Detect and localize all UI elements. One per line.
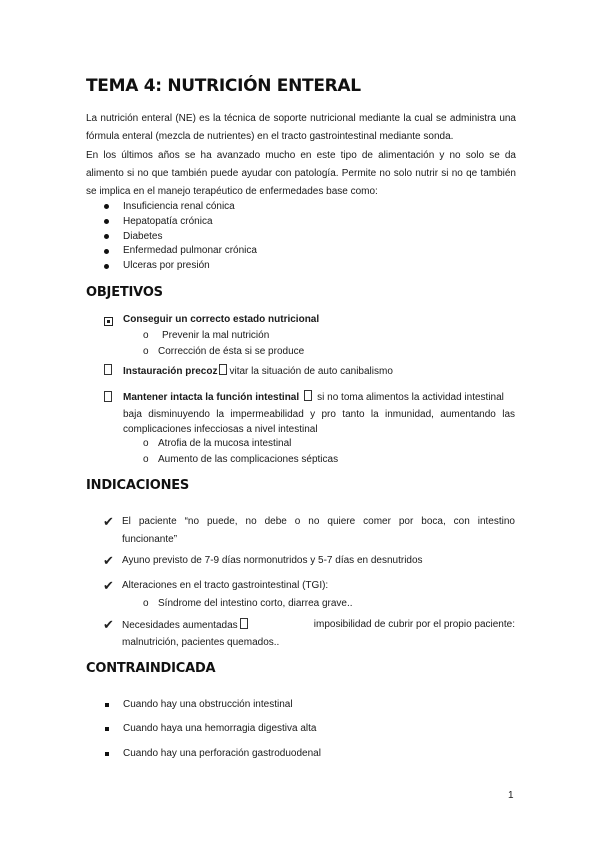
check-icon: ✔ xyxy=(103,617,114,632)
circle-bullet-icon: o xyxy=(143,438,149,449)
intro-paragraph-1: La nutrición enteral (NE) es la técnica de soporte nutricional mediante la cual se administra una fórmula enteral (mezcla de nutrientes) en el tracto gastrointestinal mediante sonda. xyxy=(86,113,516,142)
bullet-icon xyxy=(105,752,109,756)
intro-paragraph-2: En los últimos años se ha avanzado mucho en este tipo de alimentación y no solo se da alimento si no que también puede ayudar con patología. Permite no solo nutrir si no qe también se implica en el manejo terapéutico de enfermedades base como: xyxy=(86,150,516,197)
objective-3-title: Mantener intacta la función intestinal xyxy=(123,392,300,403)
objective-3-line-3: complicaciones infecciosas a nivel intestinal xyxy=(123,424,318,435)
bullet-icon xyxy=(104,204,109,209)
section-heading-contraindicada: CONTRAINDICADA xyxy=(86,661,216,676)
missing-glyph-icon xyxy=(104,391,112,402)
circle-bullet-icon: o xyxy=(143,598,149,609)
indication-4-text-a: Necesidades aumentadas xyxy=(122,620,238,631)
check-icon: ✔ xyxy=(103,514,114,529)
missing-glyph-icon xyxy=(304,390,312,401)
objective-3-line-1 xyxy=(123,390,504,405)
list-item: Cuando haya una hemorragia digestiva alta xyxy=(123,723,317,734)
bullet-icon xyxy=(104,234,109,239)
objective-2-text: vitar la situación de auto canibalismo xyxy=(229,366,393,377)
indication-3: Alteraciones en el tracto gastrointestinal (TGI): xyxy=(122,580,329,591)
list-item: Diabetes xyxy=(123,231,163,242)
list-item: Hepatopatía crónica xyxy=(123,216,213,227)
objective-3-text: si no toma alimentos la actividad intestinal xyxy=(317,392,504,403)
objective-2 xyxy=(123,364,393,379)
bullet-icon xyxy=(104,219,109,224)
bullet-icon xyxy=(105,727,109,731)
list-item: Ulceras por presión xyxy=(123,260,210,271)
objective-1-title: Conseguir un correcto estado nutricional xyxy=(123,314,320,325)
list-item: Corrección de ésta si se produce xyxy=(158,346,305,357)
list-item: Enfermedad pulmonar crónica xyxy=(123,245,257,256)
indication-2: Ayuno previsto de 7-9 días normonutridos y 5-7 días en desnutridos xyxy=(122,555,423,566)
list-item: Cuando hay una perforación gastroduodenal xyxy=(123,748,321,759)
list-item: Aumento de las complicaciones sépticas xyxy=(158,454,339,465)
check-icon: ✔ xyxy=(103,578,114,593)
checkbox-icon xyxy=(104,317,113,326)
indication-3-sub: Síndrome del intestino corto, diarrea grave.. xyxy=(158,598,353,609)
indication-4-text-b: imposibilidad de cubrir por el propio paciente: xyxy=(313,619,515,630)
page-title: TEMA 4: NUTRICIÓN ENTERAL xyxy=(86,76,361,96)
page-number: 1 xyxy=(508,790,514,801)
objective-2-title: Instauración precoz xyxy=(123,366,218,377)
circle-bullet-icon: o xyxy=(143,454,149,465)
bullet-icon xyxy=(104,249,109,254)
section-heading-objetivos: OBJETIVOS xyxy=(86,285,163,300)
indication-4-line-1 xyxy=(122,618,515,633)
missing-glyph-icon xyxy=(104,364,112,375)
missing-glyph-icon xyxy=(219,364,227,375)
indication-1-line-2: funcionante” xyxy=(122,534,178,545)
section-heading-indicaciones: INDICACIONES xyxy=(86,478,190,493)
check-icon: ✔ xyxy=(103,553,114,568)
bullet-icon xyxy=(105,703,109,707)
circle-bullet-icon: o xyxy=(143,346,149,357)
list-item: Insuficiencia renal cónica xyxy=(123,201,235,212)
missing-glyph-icon xyxy=(240,618,248,629)
list-item: Cuando hay una obstrucción intestinal xyxy=(123,699,293,710)
list-item: Atrofia de la mucosa intestinal xyxy=(158,438,292,449)
bullet-icon xyxy=(104,264,109,269)
objective-3-line-2: baja disminuyendo la impermeabilidad y pro tanto la inmunidad, aumentando las xyxy=(123,409,515,420)
circle-bullet-icon: o xyxy=(143,330,149,341)
list-item: Prevenir la mal nutrición xyxy=(162,330,270,341)
indication-4-line-2: malnutrición, pacientes quemados.. xyxy=(122,637,280,648)
indication-1-line-1: El paciente “no puede, no debe o no quiere comer por boca, con intestino xyxy=(122,516,515,527)
